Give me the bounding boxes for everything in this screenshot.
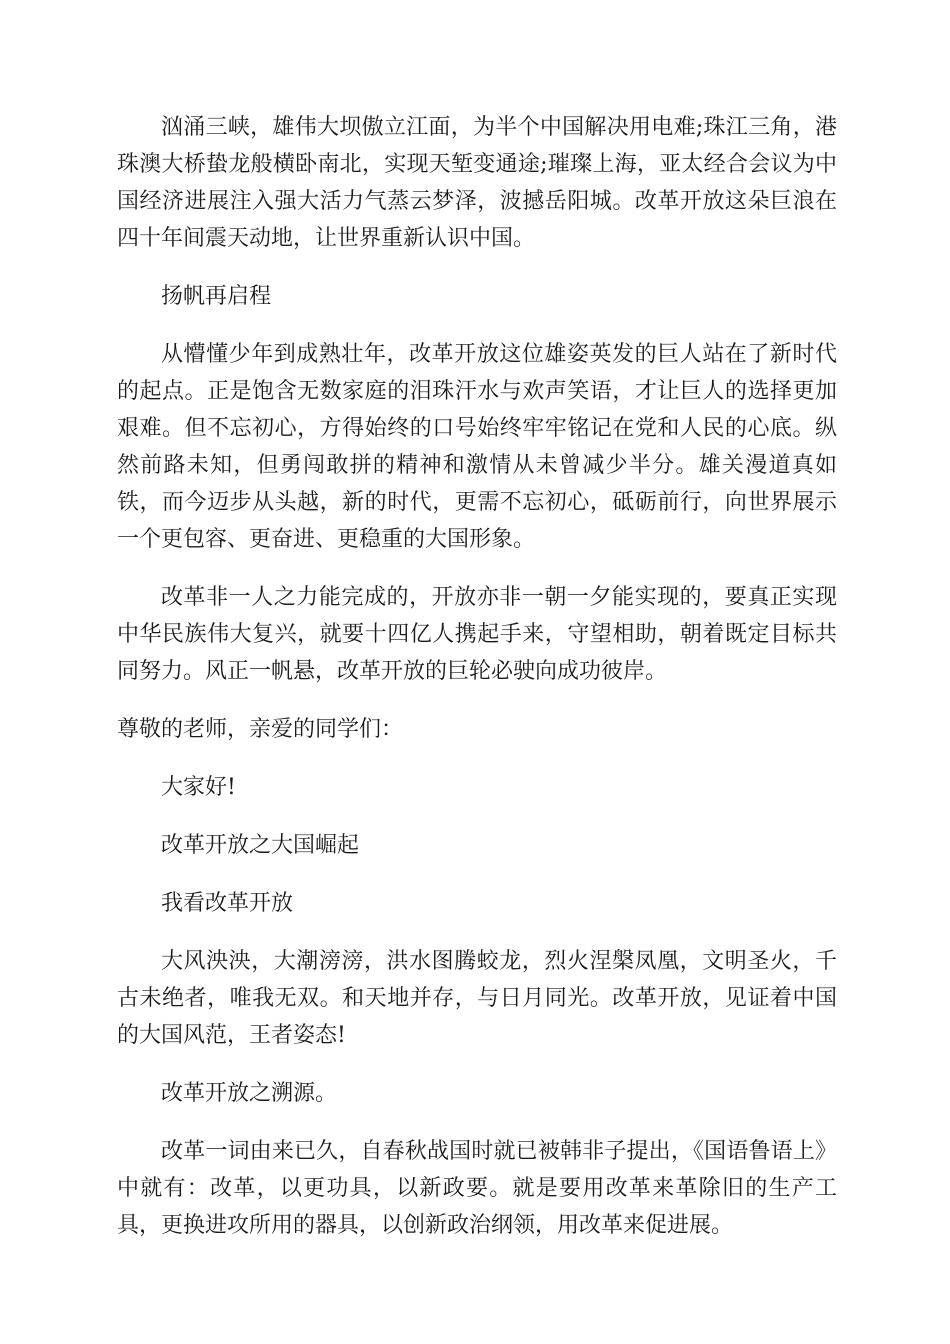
speech-title: 改革开放之大国崛起 xyxy=(161,833,360,858)
paragraph-joint-effort: 改革非一人之力能完成的，开放亦非一朝一夕能实现的，要真正实现中华民族伟大复兴，就要十四亿人携起手来，守望相助，朝着既定目标共同努力。风正一帆悬，改革开放的巨轮必驶向成功彼岸。 xyxy=(117,585,837,684)
section-heading-set-sail: 扬帆再启程 xyxy=(161,284,272,309)
greeting: 大家好! xyxy=(161,775,236,800)
salutation: 尊敬的老师，亲爱的同学们： xyxy=(117,717,404,742)
paragraph-reform-origin: 改革一词由来已久，自春秋战国时就已被韩非子提出，《国语鲁语上》中就有：改革，以更功具，以新政要。就是要用改革来革除旧的生产工具，更换进攻所用的器具，以创新政治纲领，用改革来促进展。 xyxy=(117,1139,837,1238)
speech-subtitle: 我看改革开放 xyxy=(161,891,294,916)
section-heading-origin: 改革开放之溯源。 xyxy=(161,1081,338,1106)
paragraph-three-gorges: 汹涌三峡，雄伟大坝傲立江面，为半个中国解决用电难;珠江三角，港珠澳大桥蛰龙般横卧南北，实现天堑变通途;璀璨上海，亚太经合会议为中国经济进展注入强大活力气蒸云梦泽，波撼岳阳城。改革开放这朵巨浪在四十年间震天动地，让世界重新认识中国。 xyxy=(117,115,837,251)
paragraph-great-wind: 大风泱泱，大潮滂滂，洪水图腾蛟龙，烈火涅槃凤凰，文明圣火，千古未绝者，唯我无双。和天地并存，与日月同光。改革开放，见证着中国的大国风范，王者姿态! xyxy=(117,949,837,1048)
paragraph-new-era: 从懵懂少年到成熟壮年，改革开放这位雄姿英发的巨人站在了新时代的起点。正是饱含无数家庭的泪珠汗水与欢声笑语，才让巨人的选择更加艰难。但不忘初心，方得始终的口号始终牢牢铭记在党和人民的心底。纵然前路未知，但勇闯敢拼的精神和激情从未曾减少半分。雄关漫道真如铁，而今迈步从头越，新的时代，更需不忘初心，砥砺前行，向世界展示一个更包容、更奋进、更稳重的大国形象。 xyxy=(117,342,837,552)
document-body xyxy=(117,109,837,1265)
